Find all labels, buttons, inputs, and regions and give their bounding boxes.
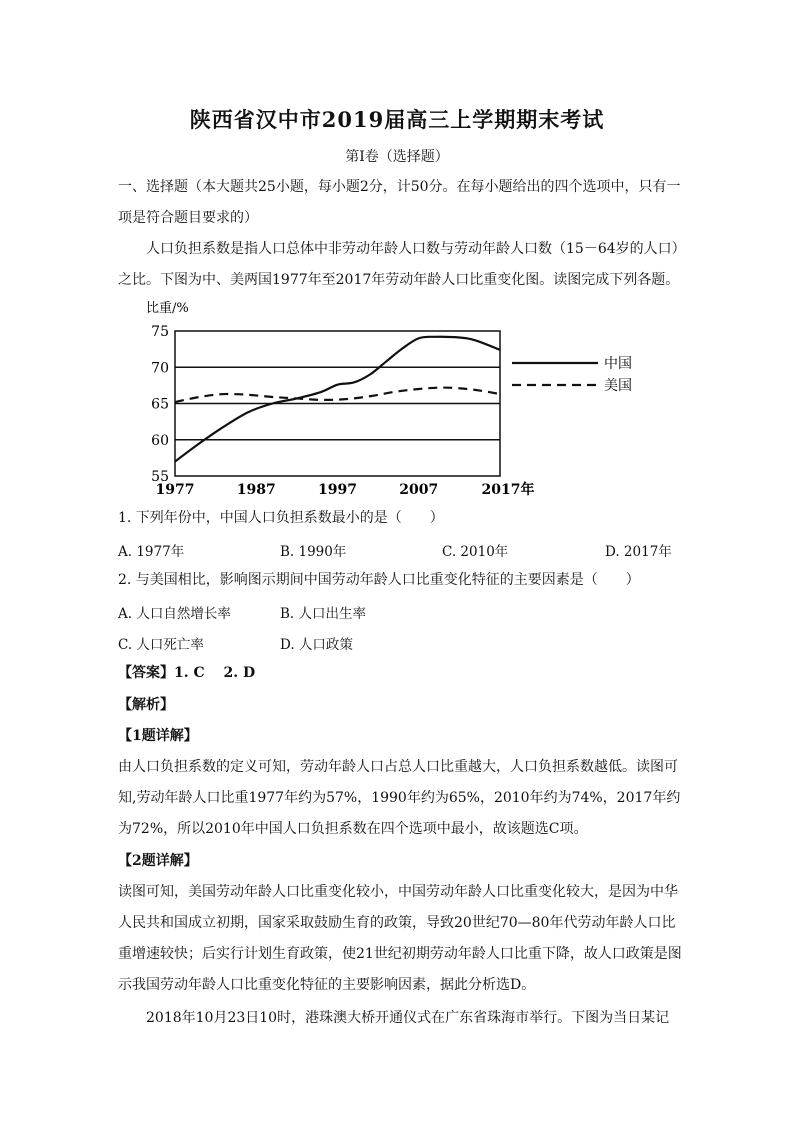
- q1-option-d[interactable]: D. 2017年: [605, 544, 672, 560]
- detail-1-heading: 【1题详解】: [118, 728, 198, 744]
- question-intro: 人口负担系数是指人口总体中非劳动年龄人口数与劳动年龄人口数（15－64岁的人口）之比。下图为中、美两国1977年至2017年劳动年龄人口比重变化图。读图完成下列各题。: [118, 241, 680, 288]
- q1-option-a[interactable]: A. 1977年: [118, 544, 185, 560]
- page-title: 陕西省汉中市2019届高三上学期期末考试: [189, 107, 605, 132]
- answer-line: 【答案】1. C 2. D: [118, 665, 256, 681]
- section-subtitle: 第Ⅰ卷（选择题）: [345, 149, 449, 165]
- question-2-stem: 2. 与美国相比，影响图示期间中国劳动年龄人口比重变化特征的主要因素是（ ）: [118, 572, 640, 588]
- question-1-options: [118, 540, 683, 562]
- series-line-usa: [175, 388, 500, 403]
- q1-option-c[interactable]: C. 2010年: [442, 544, 509, 560]
- y-tick-label: 55: [151, 469, 169, 485]
- question-2-options-row1: [118, 602, 683, 624]
- legend-label: 美国: [604, 378, 632, 394]
- series-line-china: [175, 337, 500, 462]
- y-tick-label: 75: [151, 324, 169, 340]
- question-2-options-row2: [118, 633, 683, 655]
- legend-label: 中国: [604, 356, 632, 372]
- section-heading: 一、选择题（本大题共25小题，每小题2分，计50分。在每小题给出的四个选项中，只有一项是符合题目要求的）: [118, 179, 681, 226]
- labor-age-population-chart: [140, 298, 632, 498]
- q2-option-d[interactable]: D. 人口政策: [280, 637, 353, 653]
- x-tick-label: 1987: [236, 482, 276, 498]
- x-tick-label: 2017年: [481, 482, 535, 498]
- analysis-heading: 【解析】: [118, 697, 174, 713]
- q2-option-b[interactable]: B. 人口出生率: [280, 606, 367, 622]
- y-tick-label: 60: [151, 432, 169, 449]
- question-1-stem: 1. 下列年份中，中国人口负担系数最小的是（ ）: [118, 510, 444, 526]
- x-tick-label: 2007: [399, 482, 439, 498]
- y-tick-label: 70: [151, 360, 169, 377]
- x-tick-label: 1977: [155, 482, 195, 498]
- next-question-intro: 2018年10月23日10时，港珠澳大桥开通仪式在广东省珠海市举行。下图为当日某记: [146, 1010, 670, 1026]
- detail-2-text: 读图可知，美国劳动年龄人口比重变化较小，中国劳动年龄人口比重变化较大，是因为中华人民共和国成立初期，国家采取鼓励生育的政策，导致20世纪70—80年代劳动年龄人口比重增速较快；后实行计划生育政策，使21世纪初期劳动年龄人口比重下降，故人口政策是图示我国劳动年龄人口比重变化特征的主要影响因素，据此分析选D。: [118, 884, 682, 993]
- x-tick-label: 1997: [318, 482, 357, 498]
- chart-ylabel: 比重/%: [146, 301, 189, 316]
- q2-option-c[interactable]: C. 人口死亡率: [118, 637, 204, 653]
- y-tick-label: 65: [151, 396, 169, 413]
- q2-option-a[interactable]: A. 人口自然增长率: [118, 606, 231, 622]
- detail-2-heading: 【2题详解】: [118, 853, 198, 869]
- detail-1-text: 由人口负担系数的定义可知，劳动年龄人口占总人口比重越大，人口负担系数越低。读图可知,劳动年龄人口比重1977年约为57%，1990年约为65%，2010年约为74%，2017年约为72%，所以2010年中国人口负担系数在四个选项中最小，故该题选C项。: [118, 759, 681, 837]
- q1-option-b[interactable]: B. 1990年: [280, 544, 347, 560]
